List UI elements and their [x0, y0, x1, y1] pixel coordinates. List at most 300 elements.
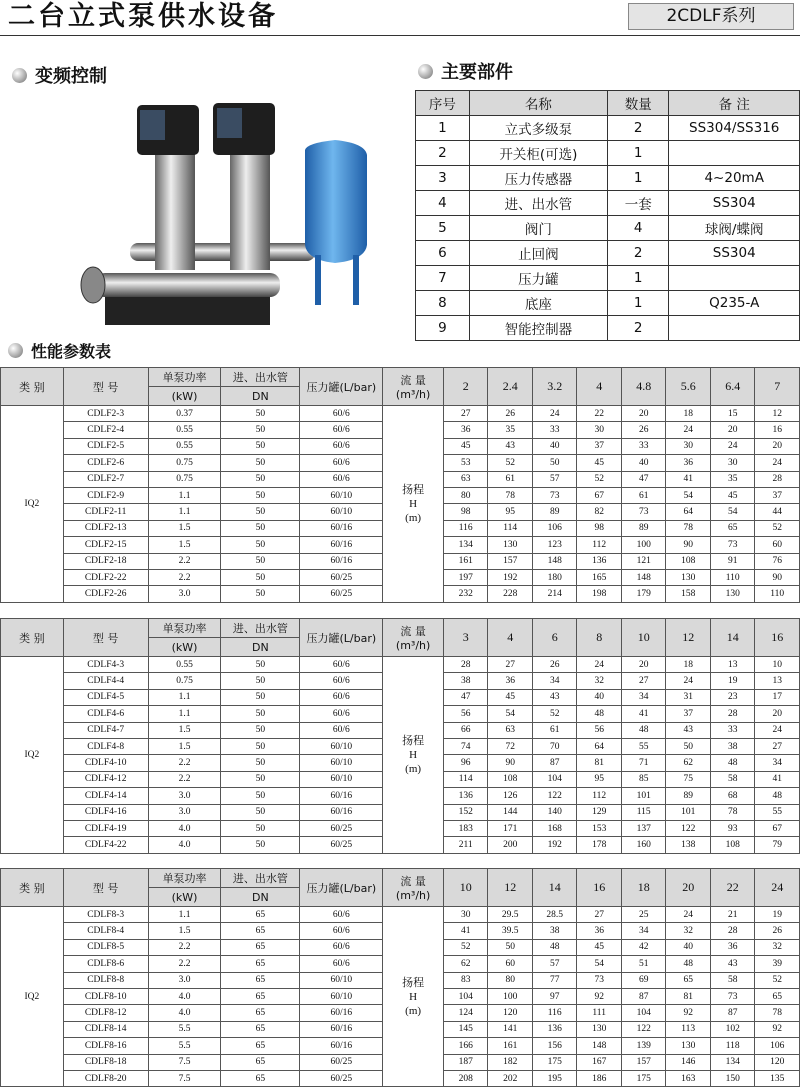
- spec-cell: 60/6: [300, 923, 383, 939]
- spec-cell: 1.5: [148, 537, 221, 553]
- parts-cell: 8: [416, 291, 470, 316]
- spec-cell: 60/16: [300, 1038, 383, 1054]
- head-value: 112: [577, 788, 622, 804]
- head-value: 120: [755, 1054, 800, 1070]
- head-value: 10: [755, 657, 800, 673]
- head-value: 58: [710, 972, 755, 988]
- tank-header: 压力罐(L/bar): [300, 869, 383, 907]
- head-value: 104: [443, 988, 488, 1004]
- head-value: 175: [621, 1070, 666, 1086]
- head-value: 130: [577, 1021, 622, 1037]
- head-value: 33: [710, 722, 755, 738]
- flow-value: 6: [532, 619, 577, 657]
- flow-value: 14: [532, 869, 577, 907]
- head-value: 72: [488, 738, 533, 754]
- parts-cell: SS304: [669, 241, 800, 266]
- head-value: 122: [666, 820, 711, 836]
- lift-label-cell: [383, 907, 444, 1087]
- head-value: 214: [532, 586, 577, 602]
- head-value: 54: [710, 504, 755, 520]
- head-value: 48: [532, 939, 577, 955]
- parts-row: [416, 191, 800, 216]
- spec-cell: CDLF8-4: [63, 923, 148, 939]
- spec-cell: CDLF2-26: [63, 586, 148, 602]
- spec-cell: 60/25: [300, 586, 383, 602]
- head-value: 48: [577, 706, 622, 722]
- model-header: 型 号: [63, 368, 148, 406]
- head-value: 76: [755, 553, 800, 569]
- head-value: 36: [577, 923, 622, 939]
- spec-cell: 2.2: [148, 771, 221, 787]
- head-value: 89: [621, 520, 666, 536]
- spec-cell: 65: [221, 939, 300, 955]
- flow-unit: (m³/h): [395, 388, 431, 401]
- head-value: 57: [532, 471, 577, 487]
- flow-value: 2: [443, 368, 488, 406]
- head-value: 32: [755, 939, 800, 955]
- head-value: 43: [666, 722, 711, 738]
- flow-value: 14: [710, 619, 755, 657]
- head-value: 130: [666, 569, 711, 585]
- head-value: 101: [621, 788, 666, 804]
- spec-cell: 65: [221, 923, 300, 939]
- spec-cell: 0.55: [148, 657, 221, 673]
- head-value: 24: [532, 406, 577, 422]
- spec-cell: CDLF4-8: [63, 738, 148, 754]
- parts-header-cell: 备 注: [669, 91, 800, 116]
- head-value: 16: [755, 422, 800, 438]
- category-cell: IQ2: [1, 907, 64, 1087]
- head-value: 144: [488, 804, 533, 820]
- flow-header: [383, 368, 444, 406]
- head-value: 106: [755, 1038, 800, 1054]
- spec-cell: CDLF8-3: [63, 907, 148, 923]
- head-value: 104: [532, 771, 577, 787]
- head-value: 34: [532, 673, 577, 689]
- head-value: 26: [488, 406, 533, 422]
- parts-cell: 4: [416, 191, 470, 216]
- page-title: 二台立式泵供水设备: [8, 1, 278, 32]
- head-value: 163: [666, 1070, 711, 1086]
- flow-header: [383, 619, 444, 657]
- spec-cell: CDLF4-12: [63, 771, 148, 787]
- head-value: 79: [755, 837, 800, 853]
- category-header: 类 别: [1, 619, 64, 657]
- spec-cell: 60/6: [300, 455, 383, 471]
- spec-cell: 60/6: [300, 689, 383, 705]
- head-value: 38: [710, 738, 755, 754]
- head-value: 178: [577, 837, 622, 853]
- head-value: 116: [443, 520, 488, 536]
- spec-cell: 60/6: [300, 706, 383, 722]
- head-value: 64: [666, 504, 711, 520]
- spec-cell: 50: [221, 520, 300, 536]
- equipment-photo: [75, 95, 385, 335]
- spec-cell: CDLF8-12: [63, 1005, 148, 1021]
- head-value: 134: [443, 537, 488, 553]
- head-value: 45: [488, 689, 533, 705]
- head-value: 165: [577, 569, 622, 585]
- spec-cell: 2.2: [148, 939, 221, 955]
- head-value: 130: [710, 586, 755, 602]
- flow-value: 16: [577, 869, 622, 907]
- spec-cell: CDLF2-15: [63, 537, 148, 553]
- spec-cell: CDLF2-11: [63, 504, 148, 520]
- spec-cell: 65: [221, 988, 300, 1004]
- spec-cell: 5.5: [148, 1038, 221, 1054]
- head-value: 80: [443, 487, 488, 503]
- lift-symbol: H: [409, 497, 418, 510]
- spec-cell: CDLF2-5: [63, 438, 148, 454]
- spec-cell: 0.55: [148, 422, 221, 438]
- head-value: 130: [488, 537, 533, 553]
- spec-cell: 65: [221, 907, 300, 923]
- head-value: 28: [443, 657, 488, 673]
- head-value: 28: [710, 706, 755, 722]
- head-value: 24: [755, 722, 800, 738]
- controller-2: [217, 108, 242, 138]
- head-value: 34: [621, 689, 666, 705]
- head-value: 33: [532, 422, 577, 438]
- head-value: 115: [621, 804, 666, 820]
- power-unit: (kW): [148, 387, 221, 406]
- head-value: 66: [443, 722, 488, 738]
- spec-cell: CDLF8-5: [63, 939, 148, 955]
- model-header: 型 号: [63, 869, 148, 907]
- parts-cell: 智能控制器: [469, 316, 607, 341]
- head-value: 122: [532, 788, 577, 804]
- category-cell: IQ2: [1, 657, 64, 854]
- head-value: 124: [443, 1005, 488, 1021]
- head-value: 83: [443, 972, 488, 988]
- flow-label: 流 量: [400, 625, 426, 638]
- pipe-unit: DN: [221, 387, 300, 406]
- head-value: 63: [488, 722, 533, 738]
- spec-cell: 60/6: [300, 657, 383, 673]
- head-value: 78: [755, 1005, 800, 1021]
- head-value: 90: [488, 755, 533, 771]
- head-value: 102: [710, 1021, 755, 1037]
- head-value: 136: [577, 553, 622, 569]
- head-value: 61: [621, 487, 666, 503]
- head-value: 87: [621, 988, 666, 1004]
- spec-cell: 50: [221, 673, 300, 689]
- head-value: 65: [666, 972, 711, 988]
- flow-value: 3: [443, 619, 488, 657]
- head-value: 32: [666, 923, 711, 939]
- flow-label: 流 量: [400, 374, 426, 387]
- category-header: 类 别: [1, 368, 64, 406]
- parts-cell: 2: [607, 116, 668, 141]
- category-header: 类 别: [1, 869, 64, 907]
- parts-cell: 1: [416, 116, 470, 141]
- head-value: 140: [532, 804, 577, 820]
- parts-cell: SS304/SS316: [669, 116, 800, 141]
- head-value: 40: [577, 689, 622, 705]
- spec-cell: 60/6: [300, 907, 383, 923]
- head-value: 52: [755, 520, 800, 536]
- head-value: 89: [666, 788, 711, 804]
- flow-value: 12: [488, 869, 533, 907]
- head-value: 157: [621, 1054, 666, 1070]
- head-value: 30: [443, 907, 488, 923]
- head-value: 75: [666, 771, 711, 787]
- pipe-header: 进、出水管: [221, 368, 300, 387]
- head-value: 168: [532, 820, 577, 836]
- head-value: 228: [488, 586, 533, 602]
- head-value: 87: [532, 755, 577, 771]
- head-value: 126: [488, 788, 533, 804]
- tank-header: 压力罐(L/bar): [300, 619, 383, 657]
- head-value: 150: [710, 1070, 755, 1086]
- parts-cell: 进、出水管: [469, 191, 607, 216]
- head-value: 27: [488, 657, 533, 673]
- head-value: 41: [666, 471, 711, 487]
- spec-cell: 60/6: [300, 406, 383, 422]
- spec-cell: CDLF4-14: [63, 788, 148, 804]
- spec-cell: 50: [221, 657, 300, 673]
- head-value: 20: [755, 706, 800, 722]
- perf-header-row: [1, 869, 800, 888]
- head-value: 30: [577, 422, 622, 438]
- spec-cell: 3.0: [148, 788, 221, 804]
- spec-cell: 60/6: [300, 422, 383, 438]
- head-value: 157: [488, 553, 533, 569]
- pump-body-1: [155, 150, 195, 270]
- spec-cell: CDLF2-6: [63, 455, 148, 471]
- spec-cell: 1.1: [148, 487, 221, 503]
- flow-unit: (m³/h): [395, 639, 431, 652]
- parts-cell: 1: [607, 266, 668, 291]
- head-value: 73: [532, 487, 577, 503]
- perf-header-row: [1, 368, 800, 387]
- parts-cell: 开关柜(可选): [469, 141, 607, 166]
- spec-cell: 60/25: [300, 569, 383, 585]
- lift-symbol: H: [409, 748, 418, 761]
- section-vfd-heading: [12, 62, 107, 88]
- head-value: 179: [621, 586, 666, 602]
- head-value: 183: [443, 820, 488, 836]
- spec-cell: 50: [221, 738, 300, 754]
- spec-cell: CDLF8-20: [63, 1070, 148, 1086]
- head-value: 41: [755, 771, 800, 787]
- head-value: 17: [755, 689, 800, 705]
- head-value: 77: [532, 972, 577, 988]
- perf-table-cdlf4: [0, 618, 800, 854]
- flow-header: [383, 869, 444, 907]
- head-value: 56: [577, 722, 622, 738]
- pipe-header: 进、出水管: [221, 869, 300, 888]
- spec-cell: 1.5: [148, 722, 221, 738]
- head-value: 91: [710, 553, 755, 569]
- parts-cell: 底座: [469, 291, 607, 316]
- parts-row: [416, 291, 800, 316]
- parts-cell: 压力罐: [469, 266, 607, 291]
- head-value: 123: [532, 537, 577, 553]
- perf-table-cdlf8: [0, 868, 800, 1087]
- head-value: 92: [666, 1005, 711, 1021]
- flow-value: 7: [755, 368, 800, 406]
- spec-cell: 50: [221, 422, 300, 438]
- head-value: 108: [488, 771, 533, 787]
- spec-cell: 2.2: [148, 553, 221, 569]
- spec-cell: 0.37: [148, 406, 221, 422]
- spec-cell: 60/10: [300, 487, 383, 503]
- head-value: 161: [488, 1038, 533, 1054]
- head-value: 18: [666, 406, 711, 422]
- head-value: 82: [577, 504, 622, 520]
- head-value: 197: [443, 569, 488, 585]
- head-value: 30: [710, 455, 755, 471]
- parts-cell: 压力传感器: [469, 166, 607, 191]
- head-value: 27: [621, 673, 666, 689]
- head-value: 200: [488, 837, 533, 853]
- spec-cell: CDLF4-4: [63, 673, 148, 689]
- head-value: 114: [443, 771, 488, 787]
- spec-cell: CDLF4-22: [63, 837, 148, 853]
- head-value: 44: [755, 504, 800, 520]
- head-value: 122: [621, 1021, 666, 1037]
- spec-cell: 60/16: [300, 537, 383, 553]
- head-value: 48: [621, 722, 666, 738]
- power-unit: (kW): [148, 888, 221, 907]
- spec-cell: 65: [221, 1021, 300, 1037]
- head-value: 53: [443, 455, 488, 471]
- head-value: 36: [488, 673, 533, 689]
- head-value: 121: [621, 553, 666, 569]
- head-value: 70: [532, 738, 577, 754]
- head-value: 21: [710, 907, 755, 923]
- spec-cell: 50: [221, 689, 300, 705]
- head-value: 47: [443, 689, 488, 705]
- bullet-icon: [8, 343, 23, 358]
- head-value: 24: [666, 673, 711, 689]
- head-value: 22: [577, 406, 622, 422]
- head-value: 48: [666, 956, 711, 972]
- head-value: 19: [755, 907, 800, 923]
- head-value: 73: [710, 988, 755, 1004]
- parts-cell: 球阀/蝶阀: [669, 216, 800, 241]
- head-value: 13: [755, 673, 800, 689]
- head-value: 78: [710, 804, 755, 820]
- head-value: 28.5: [532, 907, 577, 923]
- head-value: 27: [443, 406, 488, 422]
- flow-value: 16: [755, 619, 800, 657]
- head-value: 24: [755, 455, 800, 471]
- spec-cell: 50: [221, 722, 300, 738]
- spec-cell: 0.75: [148, 673, 221, 689]
- head-value: 148: [577, 1038, 622, 1054]
- flow-value: 4: [488, 619, 533, 657]
- head-value: 139: [621, 1038, 666, 1054]
- head-value: 27: [577, 907, 622, 923]
- head-value: 18: [666, 657, 711, 673]
- parts-cell: 2: [607, 241, 668, 266]
- lift-label-cell: [383, 406, 444, 603]
- head-value: 54: [488, 706, 533, 722]
- head-value: 15: [710, 406, 755, 422]
- parts-row: [416, 141, 800, 166]
- controller-1: [140, 110, 165, 140]
- spec-cell: 4.0: [148, 988, 221, 1004]
- series-badge: 2CDLF系列: [628, 3, 794, 30]
- parts-cell: 2: [607, 316, 668, 341]
- head-value: 89: [532, 504, 577, 520]
- head-value: 50: [532, 455, 577, 471]
- parts-cell: 3: [416, 166, 470, 191]
- head-value: 50: [666, 738, 711, 754]
- head-value: 24: [710, 438, 755, 454]
- head-value: 93: [710, 820, 755, 836]
- flow-label: 流 量: [400, 875, 426, 888]
- head-value: 62: [666, 755, 711, 771]
- power-header: 单泵功率: [148, 869, 221, 888]
- spec-cell: CDLF2-22: [63, 569, 148, 585]
- head-value: 31: [666, 689, 711, 705]
- head-value: 167: [577, 1054, 622, 1070]
- head-value: 61: [532, 722, 577, 738]
- spec-cell: 60/16: [300, 804, 383, 820]
- section-perf-label: 性能参数表: [31, 342, 112, 361]
- lift-label: 扬程: [402, 483, 425, 496]
- parts-row: [416, 241, 800, 266]
- head-value: 110: [755, 586, 800, 602]
- spec-cell: 3.0: [148, 586, 221, 602]
- spec-cell: 0.75: [148, 455, 221, 471]
- spec-cell: 60/6: [300, 939, 383, 955]
- spec-cell: 60/6: [300, 438, 383, 454]
- head-value: 26: [532, 657, 577, 673]
- lift-symbol: H: [409, 990, 418, 1003]
- spec-cell: CDLF2-3: [63, 406, 148, 422]
- spec-cell: 60/6: [300, 956, 383, 972]
- spec-cell: 50: [221, 706, 300, 722]
- parts-cell: 1: [607, 291, 668, 316]
- spec-cell: 60/10: [300, 988, 383, 1004]
- spec-cell: CDLF4-19: [63, 820, 148, 836]
- section-perf-heading: [8, 339, 111, 362]
- head-value: 118: [710, 1038, 755, 1054]
- head-value: 20: [755, 438, 800, 454]
- section-parts-label: 主要部件: [441, 62, 513, 83]
- flow-value: 12: [666, 619, 711, 657]
- head-value: 148: [621, 569, 666, 585]
- head-value: 25: [621, 907, 666, 923]
- parts-cell: 9: [416, 316, 470, 341]
- parts-row: [416, 266, 800, 291]
- head-value: 13: [710, 657, 755, 673]
- head-value: 34: [621, 923, 666, 939]
- flow-value: 4: [577, 368, 622, 406]
- head-value: 141: [488, 1021, 533, 1037]
- category-cell: IQ2: [1, 406, 64, 603]
- head-value: 28: [710, 923, 755, 939]
- parts-cell: 5: [416, 216, 470, 241]
- spec-cell: 50: [221, 553, 300, 569]
- spec-cell: 1.1: [148, 689, 221, 705]
- head-value: 65: [710, 520, 755, 536]
- head-value: 232: [443, 586, 488, 602]
- spec-cell: CDLF4-16: [63, 804, 148, 820]
- parts-row: [416, 216, 800, 241]
- head-value: 171: [488, 820, 533, 836]
- head-value: 34: [755, 755, 800, 771]
- spec-cell: 50: [221, 406, 300, 422]
- head-value: 28: [755, 471, 800, 487]
- pipe-unit: DN: [221, 888, 300, 907]
- spec-cell: CDLF4-5: [63, 689, 148, 705]
- head-value: 36: [443, 422, 488, 438]
